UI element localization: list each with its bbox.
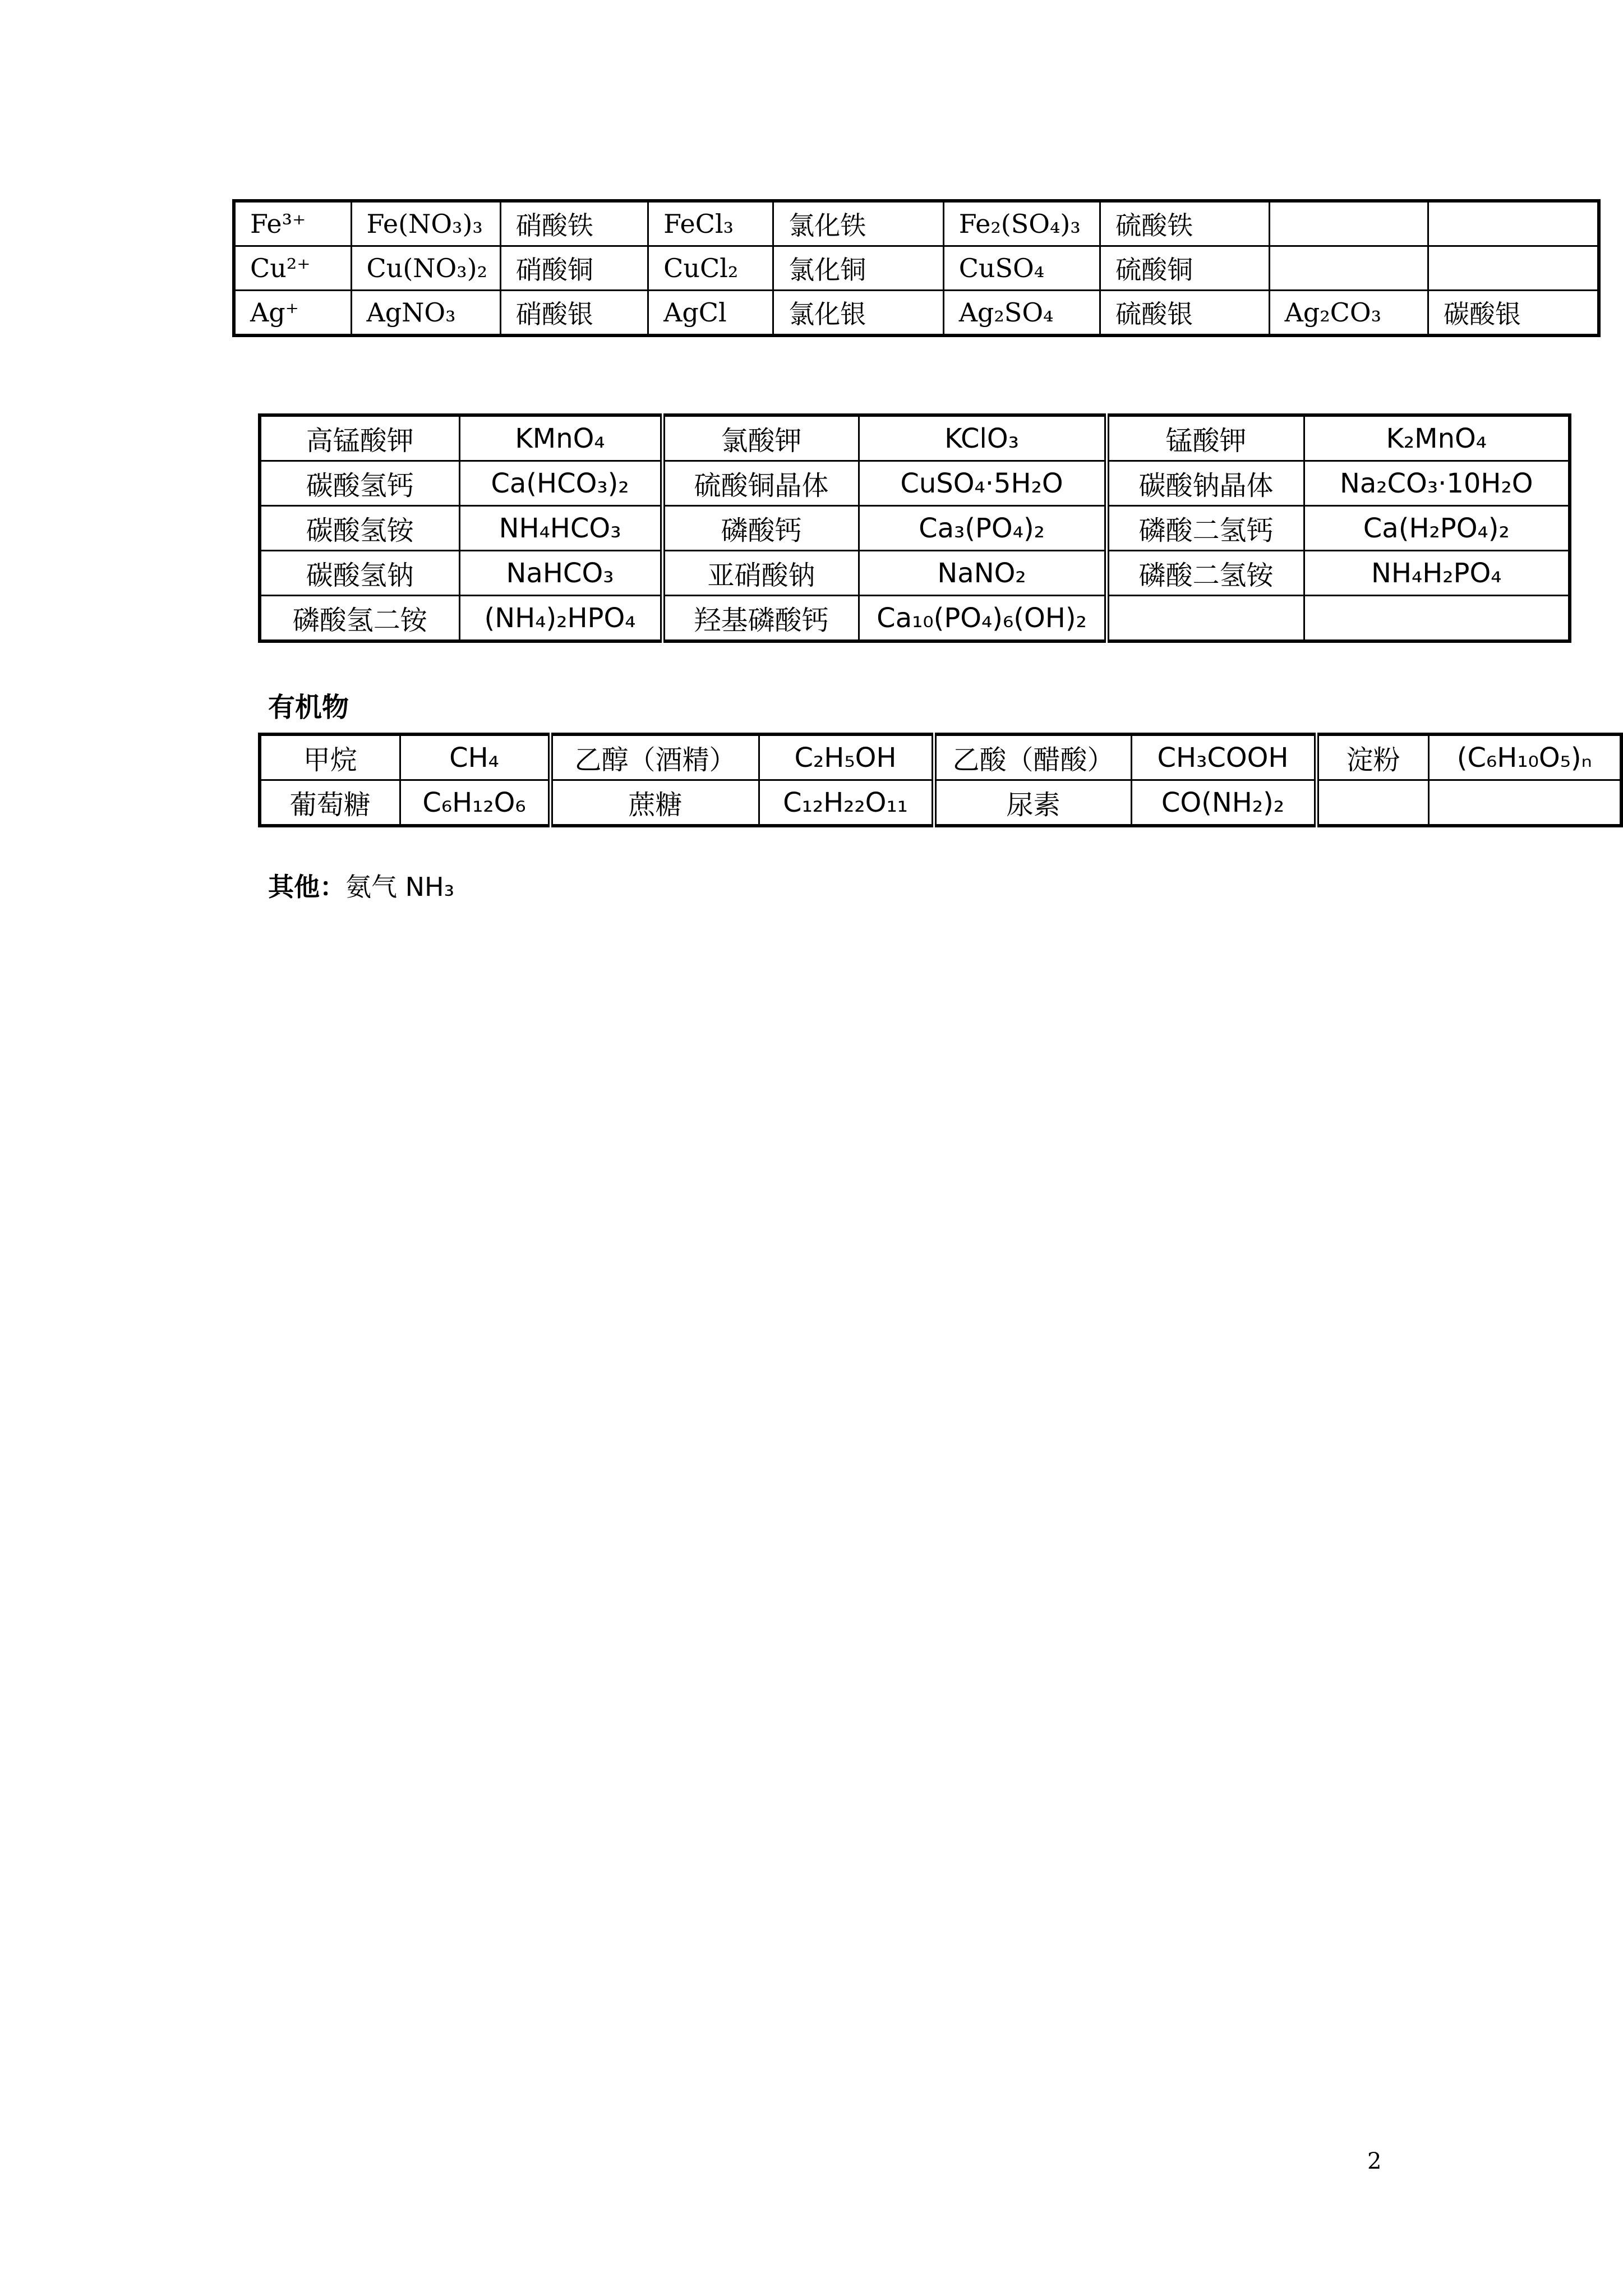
table-cell: 磷酸氢二铵 xyxy=(260,596,459,642)
table-cell: Ca₁₀(PO₄)₆(OH)₂ xyxy=(859,596,1106,642)
table-cell: 磷酸二氢铵 xyxy=(1106,551,1304,596)
other-line xyxy=(268,867,454,904)
table-cell: 氯化银 xyxy=(773,291,943,336)
table-cell: 硫酸铜晶体 xyxy=(662,461,859,506)
table-cell: Ca(HCO₃)₂ xyxy=(459,461,662,506)
table-cell: C₂H₅OH xyxy=(759,734,934,780)
table-cell: 碳酸氢铵 xyxy=(260,506,459,551)
table-cell: FeCl₃ xyxy=(648,201,773,246)
table-cell: 高锰酸钾 xyxy=(260,415,459,461)
table-row xyxy=(260,734,1621,780)
table-cell: 碳酸银 xyxy=(1428,291,1599,336)
table-cell: 硫酸铁 xyxy=(1100,201,1269,246)
table-cell: 碳酸氢钙 xyxy=(260,461,459,506)
table-cell: CuCl₂ xyxy=(648,246,773,291)
table-cell: AgNO₃ xyxy=(351,291,500,336)
table-cell xyxy=(1269,246,1428,291)
table-cell: K₂MnO₄ xyxy=(1304,415,1570,461)
common-salt-table xyxy=(258,413,1571,643)
table-cell: 氯化铜 xyxy=(773,246,943,291)
page-number: 2 xyxy=(1367,2148,1382,2174)
table-cell: NaHCO₃ xyxy=(459,551,662,596)
table-cell xyxy=(1428,780,1621,826)
table-cell: 碳酸钠晶体 xyxy=(1106,461,1304,506)
table-cell: CuSO₄·5H₂O xyxy=(859,461,1106,506)
table-cell: CuSO₄ xyxy=(943,246,1100,291)
table-cell: (C₆H₁₀O₅)ₙ xyxy=(1428,734,1621,780)
table-cell: 氯酸钾 xyxy=(662,415,859,461)
table-cell: Ag⁺ xyxy=(234,291,351,336)
table-row xyxy=(234,291,1599,336)
table-cell: Fe³⁺ xyxy=(234,201,351,246)
table-cell xyxy=(1106,596,1304,642)
table-cell: 硫酸银 xyxy=(1100,291,1269,336)
table-cell: 乙酸（醋酸） xyxy=(934,734,1131,780)
table-cell: 硝酸铜 xyxy=(500,246,648,291)
table-cell: Fe₂(SO₄)₃ xyxy=(943,201,1100,246)
table-cell: 乙醇（酒精） xyxy=(550,734,759,780)
table-row xyxy=(260,596,1570,642)
table-cell: 磷酸钙 xyxy=(662,506,859,551)
table-cell: 硫酸铜 xyxy=(1100,246,1269,291)
table-cell: 氯化铁 xyxy=(773,201,943,246)
table-cell: (NH₄)₂HPO₄ xyxy=(459,596,662,642)
table-cell: 甲烷 xyxy=(260,734,400,780)
table-cell: AgCl xyxy=(648,291,773,336)
table-cell xyxy=(1304,596,1570,642)
table-cell: C₆H₁₂O₆ xyxy=(400,780,550,826)
table-cell: 硝酸银 xyxy=(500,291,648,336)
table-cell: NH₄HCO₃ xyxy=(459,506,662,551)
table-cell: 葡萄糖 xyxy=(260,780,400,826)
table-row xyxy=(260,415,1570,461)
table-cell: Cu(NO₃)₂ xyxy=(351,246,500,291)
table-cell xyxy=(1428,201,1599,246)
table-cell: CH₃COOH xyxy=(1131,734,1316,780)
table-cell: Ag₂SO₄ xyxy=(943,291,1100,336)
other-text: 氨气 NH₃ xyxy=(345,872,455,902)
organic-table xyxy=(258,733,1623,827)
table-cell: NaNO₂ xyxy=(859,551,1106,596)
table-cell: NH₄H₂PO₄ xyxy=(1304,551,1570,596)
table-cell: 尿素 xyxy=(934,780,1131,826)
table-row xyxy=(260,780,1621,826)
table-cell: 羟基磷酸钙 xyxy=(662,596,859,642)
table-row xyxy=(260,461,1570,506)
table-cell xyxy=(1269,201,1428,246)
table-cell xyxy=(1316,780,1428,826)
table-cell: Ca₃(PO₄)₂ xyxy=(859,506,1106,551)
table-row xyxy=(234,246,1599,291)
table-cell: Cu²⁺ xyxy=(234,246,351,291)
table-row xyxy=(260,551,1570,596)
cation-salt-table xyxy=(232,199,1601,337)
table-cell: KClO₃ xyxy=(859,415,1106,461)
table-cell: 淀粉 xyxy=(1316,734,1428,780)
table-cell: KMnO₄ xyxy=(459,415,662,461)
table-cell: 硝酸铁 xyxy=(500,201,648,246)
other-label: 其他： xyxy=(268,872,345,902)
table-cell: 磷酸二氢钙 xyxy=(1106,506,1304,551)
table-cell: Ca(H₂PO₄)₂ xyxy=(1304,506,1570,551)
table-row xyxy=(234,201,1599,246)
table-cell: CH₄ xyxy=(400,734,550,780)
organic-heading: 有机物 xyxy=(268,692,349,723)
table-cell: Ag₂CO₃ xyxy=(1269,291,1428,336)
table-cell: 碳酸氢钠 xyxy=(260,551,459,596)
table-cell: Fe(NO₃)₃ xyxy=(351,201,500,246)
table-cell: CO(NH₂)₂ xyxy=(1131,780,1316,826)
table-cell xyxy=(1428,246,1599,291)
table-cell: 亚硝酸钠 xyxy=(662,551,859,596)
table-cell: 锰酸钾 xyxy=(1106,415,1304,461)
table-cell: C₁₂H₂₂O₁₁ xyxy=(759,780,934,826)
table-cell: Na₂CO₃·10H₂O xyxy=(1304,461,1570,506)
table-cell: 蔗糖 xyxy=(550,780,759,826)
table-row xyxy=(260,506,1570,551)
